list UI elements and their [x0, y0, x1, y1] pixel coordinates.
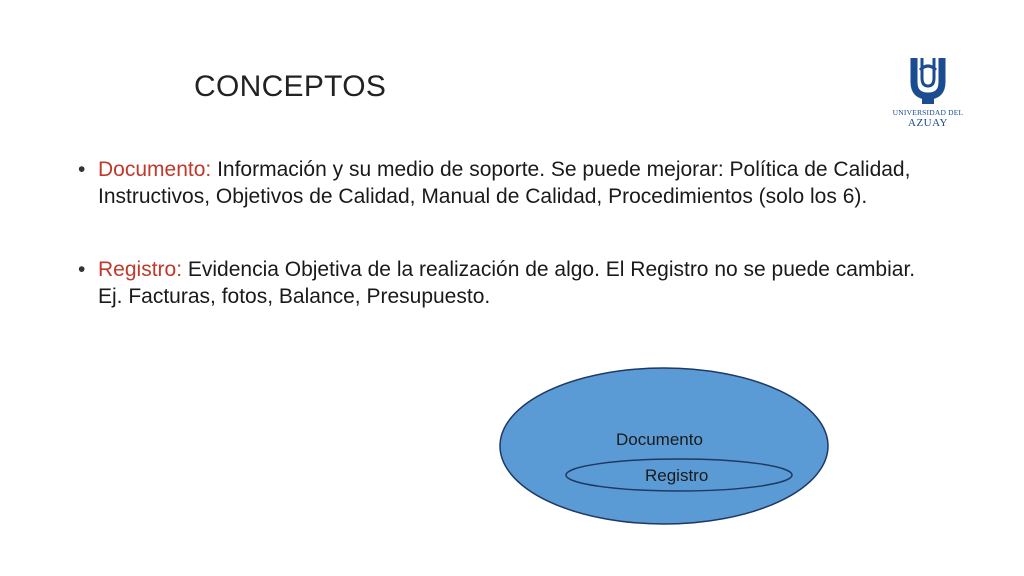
bullet-text: Evidencia Objetiva de la realización de algo. El Registro no se puede cambiar. Ej. Facturas, fotos, Balance, Presupuesto. [98, 258, 916, 308]
university-logo [884, 52, 972, 136]
logo-text-line2: AZUAY [908, 117, 948, 129]
bullet-dot-icon: • [78, 258, 86, 281]
bullet-item-registro [78, 256, 938, 310]
bullet-term: Documento: [98, 158, 212, 181]
slide-title: CONCEPTOS [194, 70, 387, 103]
logo-text-line1: UNIVERSIDAD DEL [892, 108, 964, 117]
bullet-list [78, 156, 938, 356]
bullet-term: Registro: [98, 258, 183, 281]
bullet-item-documento [78, 156, 938, 210]
documento-label: Documento [616, 430, 703, 449]
bullet-dot-icon: • [78, 158, 86, 181]
registro-label: Registro [645, 466, 709, 485]
bullet-text: Información y su medio de soporte. Se puede mejorar: Política de Calidad, Instructivos, Objetivos de Calidad, Manual de Calidad, Procedimientos (solo los 6). [98, 158, 911, 208]
